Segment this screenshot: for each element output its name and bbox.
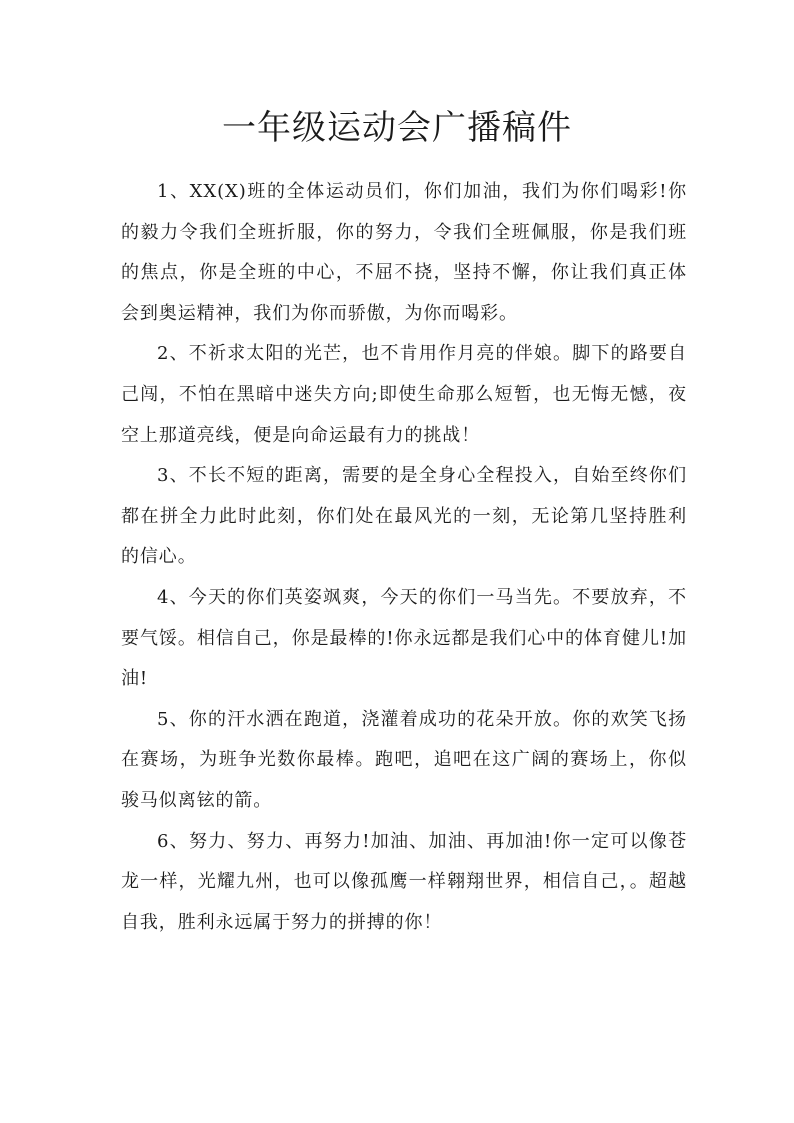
- document-body: [121, 172, 687, 943]
- paragraph-6: 6、努力、努力、再努力!加油、加油、再加油!你一定可以像苍龙一样，光耀九州，也可以像孤鹰一样翱翔世界，相信自己，。超越自我，胜利永远属于努力的拼搏的你！: [121, 830, 687, 933]
- paragraph-3: 3、不长不短的距离，需要的是全身心全程投入，自始至终你们都在拼全力此时此刻，你们处在最风光的一刻，无论第几坚持胜利的信心。: [121, 465, 687, 568]
- paragraph-2: 2、不祈求太阳的光芒，也不肯用作月亮的伴娘。脚下的路要自己闯，不怕在黑暗中迷失方向;即使生命那么短暂，也无悔无憾，夜空上那道亮线，便是向命运最有力的挑战！: [121, 343, 687, 446]
- page-title: 一年级运动会广播稿件: [222, 108, 572, 148]
- paragraph-4: 4、今天的你们英姿飒爽，今天的你们一马当先。不要放弃，不要气馁。相信自己，你是最棒的!你永远都是我们心中的体育健儿!加油!: [121, 586, 687, 690]
- paragraph-5: 5、你的汗水洒在跑道，浇灌着成功的花朵开放。你的欢笑飞扬在赛场，为班争光数你最棒。跑吧，追吧在这广阔的赛场上，你似骏马似离铉的箭。: [121, 708, 687, 811]
- paragraph-1: 1、XX(X)班的全体运动员们，你们加油，我们为你们喝彩!你的毅力令我们全班折服，你的努力，令我们全班佩服，你是我们班的焦点，你是全班的中心，不屈不挠，坚持不懈，你让我们真正体会到奥运精神，我们为你而骄傲，为你而喝彩。: [121, 181, 687, 324]
